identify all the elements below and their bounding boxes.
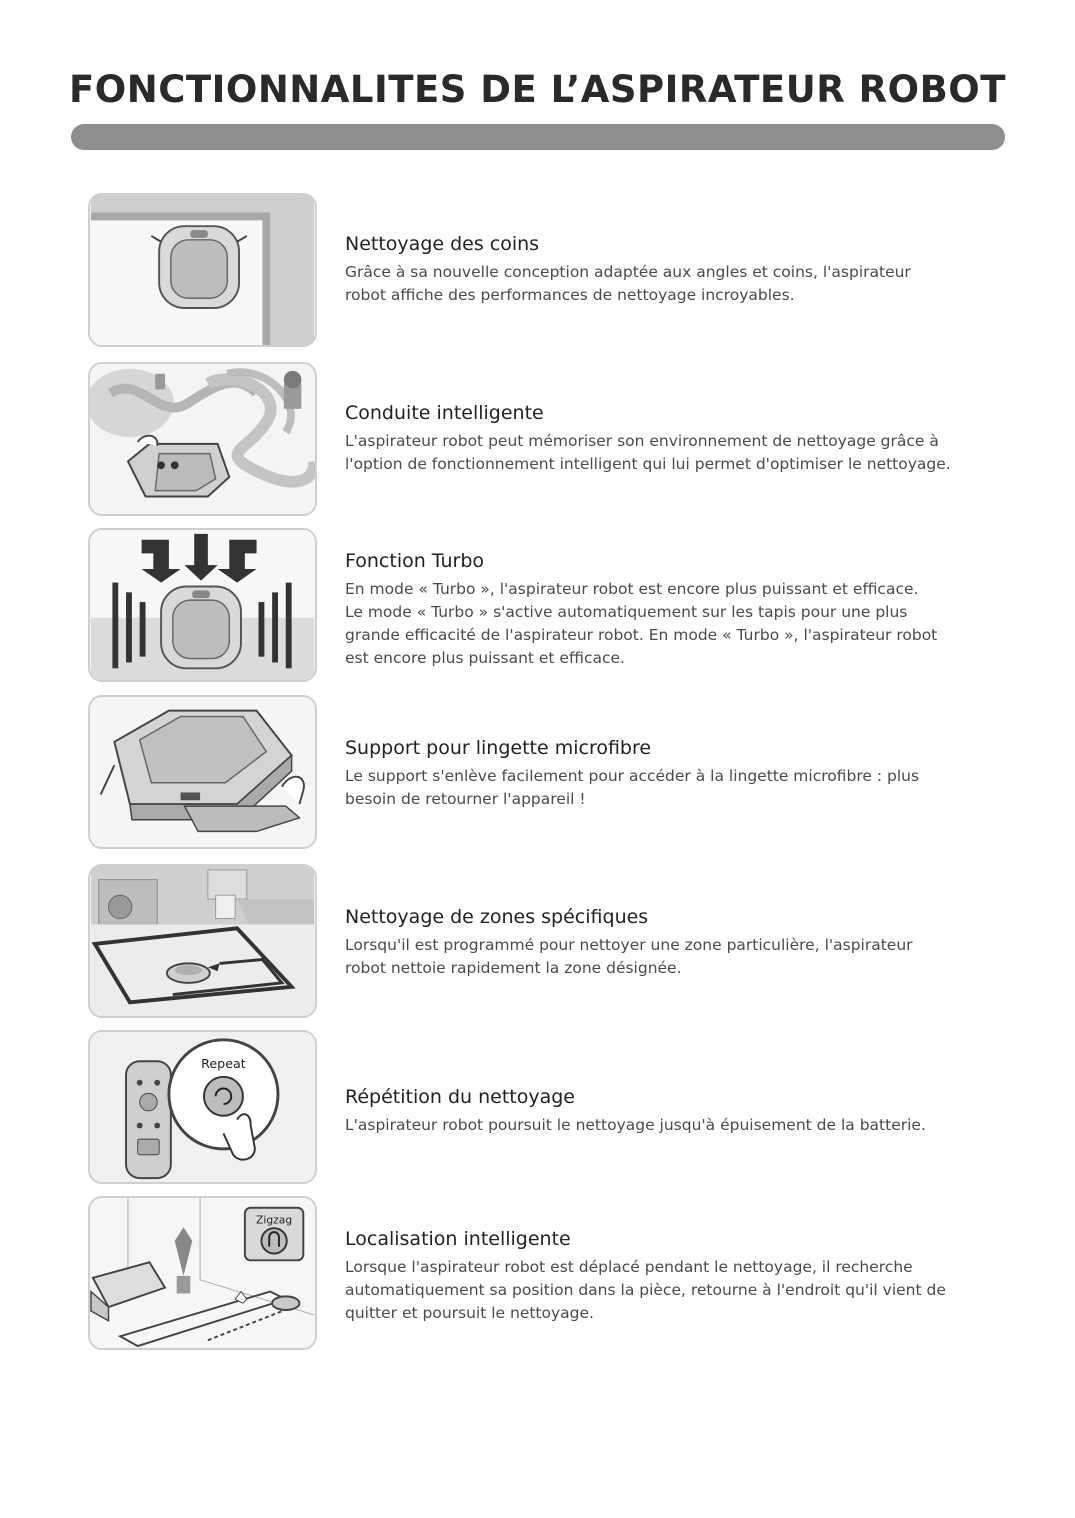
robot-smart-localisation-icon: [88, 1196, 317, 1350]
feature-smart-driving: [88, 362, 1008, 518]
feature-title: Conduite intelligente: [345, 402, 544, 424]
feature-spot-cleaning: [88, 864, 1008, 1020]
page-title: FONCTIONNALITES DE L’ASPIRATEUR ROBOT: [69, 68, 1006, 111]
robot-microfibre-holder-icon: [88, 695, 317, 849]
feature-title: Localisation intelligente: [345, 1228, 571, 1250]
remote-repeat-icon: [88, 1030, 317, 1184]
feature-description: Le support s'enlève facilement pour accéder à la lingette microfibre : plus besoin de retourner l'appareil !: [345, 767, 920, 808]
feature-title: Support pour lingette microfibre: [345, 737, 652, 759]
robot-corner-cleaning-icon: [88, 193, 317, 347]
robot-spot-cleaning-icon: [88, 864, 317, 1018]
repeat-button-label: Repeat: [201, 1056, 246, 1072]
feature-repeat-cleaning: [88, 1030, 1008, 1186]
feature-title: Répétition du nettoyage: [345, 1086, 575, 1108]
title-divider-bar: [71, 124, 1005, 150]
feature-description: En mode « Turbo », l'aspirateur robot est encore plus puissant et efficace. Le mode « Turbo » s'active automatiquement sur les tapis pour une plus grande efficacité de l'aspirateur robot. En mode « Turbo », l'aspirateur robot est encore plus puissant et efficace.: [345, 580, 938, 667]
feature-description: L'aspirateur robot peut mémoriser son environnement de nettoyage grâce à l'option de fonctionnement intelligent qui lui permet d'optimiser le nettoyage.: [345, 432, 951, 473]
feature-microfibre-holder: [88, 695, 1008, 851]
feature-corner-cleaning: [88, 193, 1008, 349]
feature-title: Nettoyage de zones spécifiques: [345, 906, 649, 928]
feature-title: Fonction Turbo: [345, 550, 485, 572]
zigzag-button-label: Zigzag: [256, 1213, 293, 1227]
feature-description: Grâce à sa nouvelle conception adaptée aux angles et coins, l'aspirateur robot affiche des performances de nettoyage incroyables.: [345, 263, 911, 304]
robot-smart-driving-icon: [88, 362, 317, 516]
feature-title: Nettoyage des coins: [345, 233, 540, 255]
feature-smart-localisation: [88, 1196, 1008, 1352]
feature-description: L'aspirateur robot poursuit le nettoyage jusqu'à épuisement de la batterie.: [345, 1116, 926, 1134]
robot-turbo-icon: [88, 528, 317, 682]
feature-description: Lorsque l'aspirateur robot est déplacé pendant le nettoyage, il recherche automatiquement sa position dans la pièce, retourne à l'endroit qu'il vient de quitter et poursuit le nettoyage.: [345, 1258, 946, 1322]
feature-description: Lorsqu'il est programmé pour nettoyer une zone particulière, l'aspirateur robot nettoie rapidement la zone désignée.: [345, 936, 913, 977]
feature-turbo: [88, 528, 1008, 684]
